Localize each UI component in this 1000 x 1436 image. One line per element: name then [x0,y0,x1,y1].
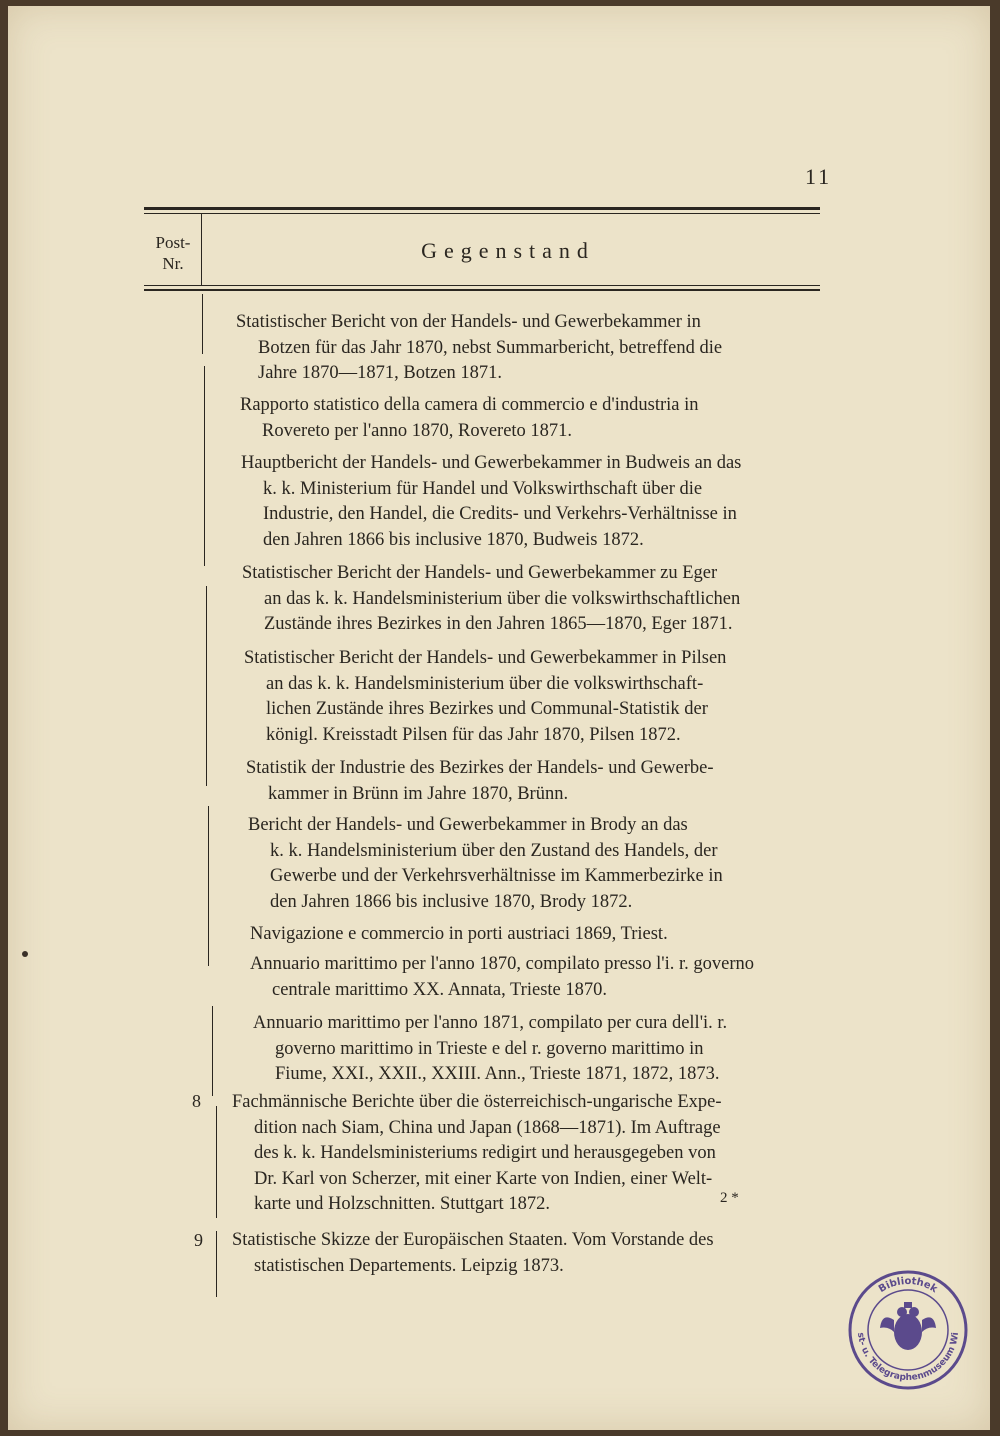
eagle-icon [880,1302,936,1350]
stamp-text-bottom: st- u. Telegraphenmuseum Wi [855,1331,961,1384]
entry-line: an das k. k. Handelsministerium über die volkswirthschaft- [266,673,704,694]
entry-line: Statistik der Industrie des Bezirkes der Handels- und Gewerbe- [246,758,714,778]
post-nr-9: 9 [194,1230,203,1250]
stamp-icon [846,1268,970,1392]
entry-line: Gewerbe und der Verkehrsverhältnisse im Kammerbezirke in [270,866,723,886]
body-column-divider [202,294,203,354]
entry-line: Statistische Skizze der Europäischen Staaten. Vom Vorstande des [232,1230,714,1250]
entry-line: k. k. Ministerium für Handel und Volkswirthschaft über die [263,478,703,499]
post-nr-8: 8 [192,1091,201,1111]
header-rule-top [144,207,820,210]
header-rule-top-thin [144,213,820,214]
entry-line: kammer in Brünn im Jahre 1870, Brünn. [268,783,569,804]
entry-line: dition nach Siam, China und Japan (1868—1871). Im Auftrage [254,1117,721,1138]
entry-line: Statistischer Bericht der Handels- und Gewerbekammer in Pilsen [244,648,727,668]
body-column-divider [216,1231,217,1297]
entry-line: centrale marittimo XX. Annata, Trieste 1870. [272,979,607,1000]
entry-line: den Jahren 1866 bis inclusive 1870, Budweis 1872. [263,529,644,550]
entry-line: Navigazione e commercio in porti austriaci 1869, Triest. [250,924,668,944]
entry-line: Fachmännische Berichte über die österreichisch-ungarische Expe- [232,1092,722,1112]
entry-line: Industrie, den Handel, die Credits- und Verkehrs-Verhältnisse in [263,504,737,524]
body-column-divider [204,366,205,566]
ink-dot [22,951,28,957]
svg-text:Bibliothek [877,1276,939,1295]
entry-line: Hauptbericht der Handels- und Gewerbekammer in Budweis an das [241,453,742,473]
entry-line: Rapporto statistico della camera di commercio e d'industria in [240,395,699,415]
header-rule-bottom-thin [144,285,820,286]
document-page [8,6,990,1430]
entry-navigazione [250,922,668,948]
entry-rovereto [240,393,699,444]
page-number: 11 [805,164,833,189]
entry-line: den Jahren 1866 bis inclusive 1870, Brody 1872. [270,891,633,912]
entry-line: Statistischer Bericht von der Handels- und Gewerbekammer in [236,312,701,332]
body-column-divider [208,806,209,966]
column-header-post-nr [148,232,198,274]
entry-line: Zustände ihres Bezirkes in den Jahren 1865—1870, Eger 1871. [264,614,733,634]
entry-line: Fiume, XXI., XXII., XXIII. Ann., Trieste 1871, 1872, 1873. [275,1064,720,1084]
entry-brody [248,813,723,915]
entry-line: karte und Holzschnitten. Stuttgart 1872. [254,1194,550,1214]
header-column-divider [201,214,202,285]
entry-line: k. k. Handelsministerium über den Zustand des Handels, der [270,840,718,861]
entry-expedition [232,1090,722,1218]
entry-line: Rovereto per l'anno 1870, Rovereto 1871. [262,420,573,441]
entry-line: königl. Kreisstadt Pilsen für das Jahr 1870, Pilsen 1872. [266,724,681,745]
entry-line: Annuario marittimo per l'anno 1871, compilato per cura dell'i. r. [253,1013,728,1033]
entry-line: lichen Zustände ihres Bezirkes und Communal-Statistik der [266,699,708,719]
body-column-divider [216,1106,217,1218]
stamp-text-top: Bibliothek [876,1275,940,1296]
header-rule-bottom [144,289,820,291]
entry-annuario-1870 [250,952,754,1003]
column-header-post-nr-line1: Post- [155,233,191,252]
entry-botzen [236,310,722,387]
entry-line: Annuario marittimo per l'anno 1870, compilato presso l'i. r. governo [250,954,755,974]
column-header-post-nr-line2: Nr. [162,254,184,273]
entry-line: Bericht der Handels- und Gewerbekammer in Brody an das [248,815,688,835]
entry-budweis [241,451,741,553]
body-column-divider [206,586,207,786]
library-stamp [846,1268,970,1392]
entry-line: Botzen für das Jahr 1870, nebst Summarbericht, betreffend die [258,337,723,358]
entry-line: governo marittimo in Trieste e del r. governo marittimo in [275,1038,704,1059]
entry-eger [242,561,740,638]
column-header-subject: Gegenstand [421,238,595,263]
signature-mark: 2 * [720,1190,739,1206]
entry-line: an das k. k. Handelsministerium über die volkswirthschaftlichen [264,588,741,609]
body-column-divider [212,1006,213,1096]
entry-bruenn [246,756,714,807]
entry-statistische-skizze [232,1228,714,1279]
entry-line: statistischen Departements. Leipzig 1873. [254,1255,564,1276]
entry-pilsen [244,646,726,748]
entry-line: des k. k. Handelsministeriums redigirt und herausgegeben von [254,1143,716,1163]
entry-line: Dr. Karl von Scherzer, mit einer Karte von Indien, einer Welt- [254,1168,713,1189]
entry-annuario-1871 [253,1011,727,1088]
entry-line: Jahre 1870—1871, Botzen 1871. [258,363,503,383]
entry-line: Statistischer Bericht der Handels- und Gewerbekammer zu Eger [242,563,718,583]
